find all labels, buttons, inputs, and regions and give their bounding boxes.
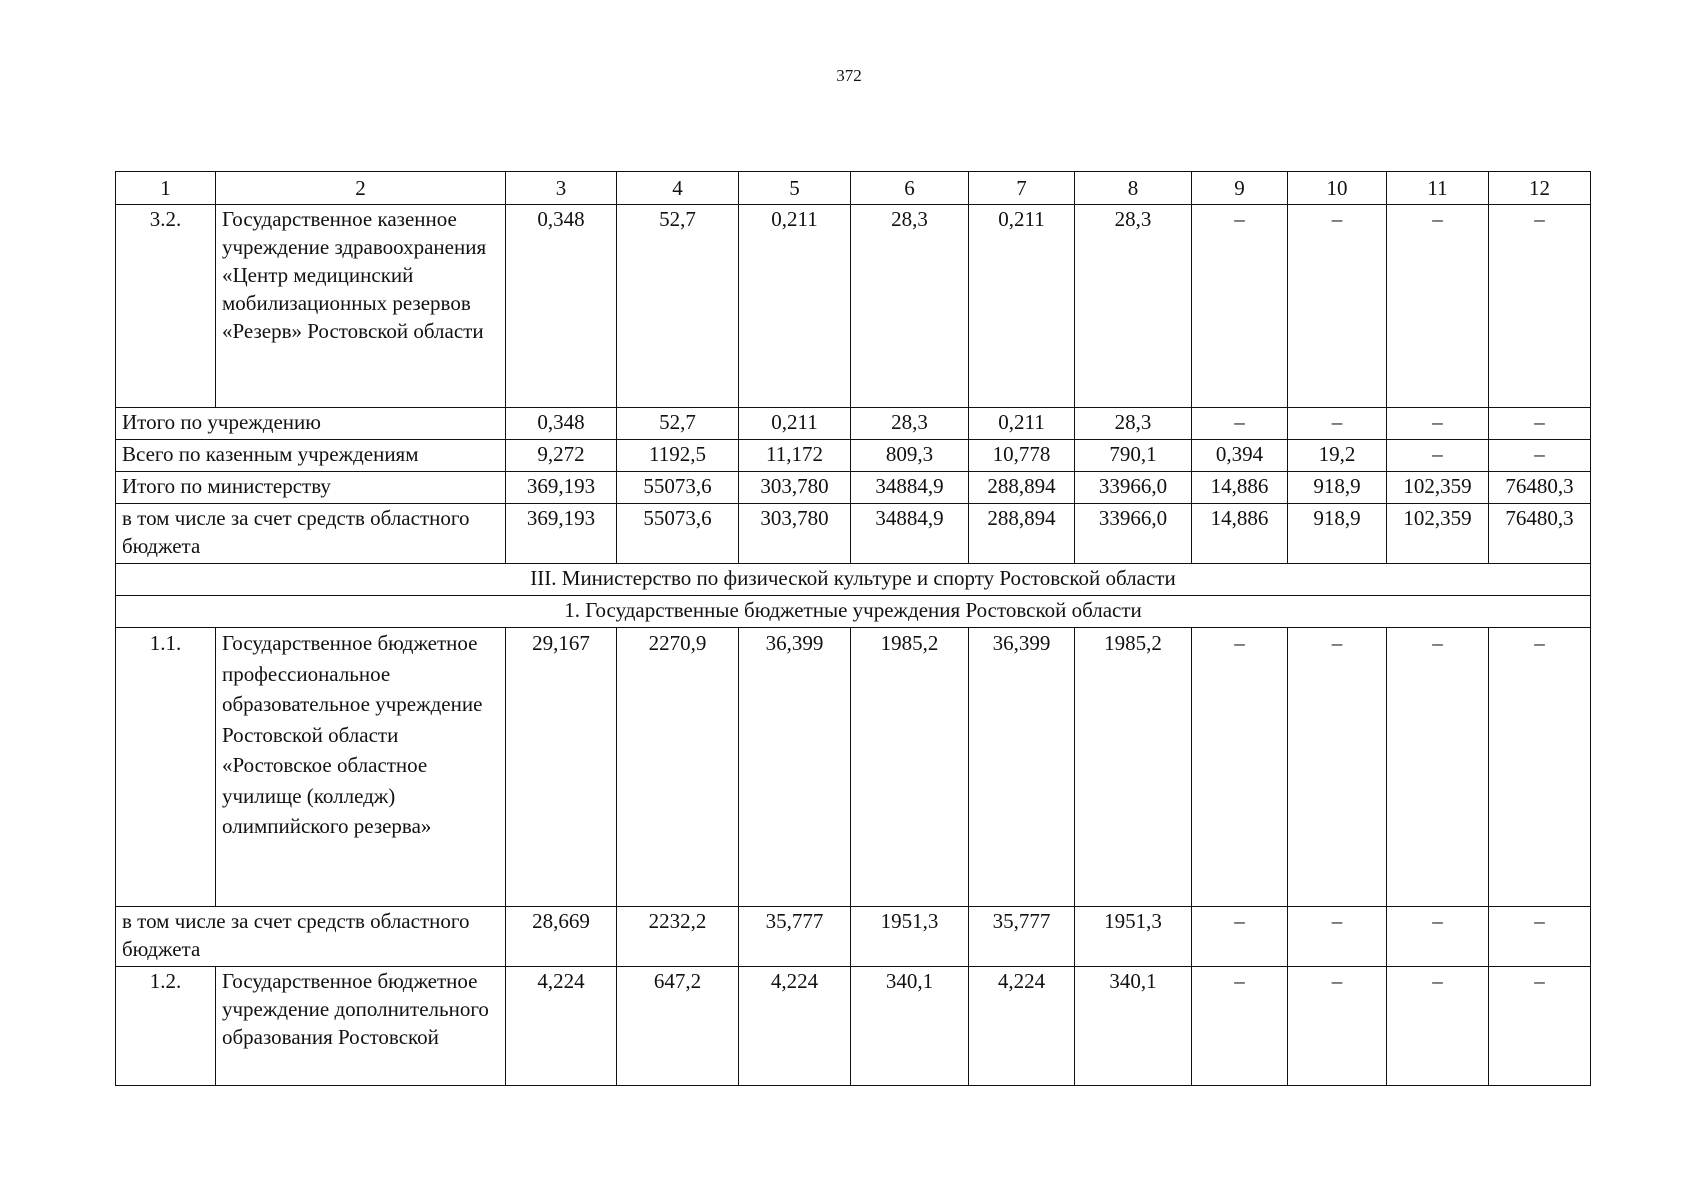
value-cell: – bbox=[1192, 408, 1288, 440]
row-name: Государственное бюджетное профессиональное образовательное учреждение Ростовской области «Ростовское областное училище (колледж) олимпийского резерва» bbox=[216, 628, 506, 907]
value-cell: 0,211 bbox=[969, 408, 1075, 440]
table-row bbox=[116, 440, 1591, 472]
value-cell: 28,3 bbox=[851, 408, 969, 440]
value-cell: 918,9 bbox=[1288, 504, 1387, 564]
value-cell: 1951,3 bbox=[851, 907, 969, 967]
value-cell: 1985,2 bbox=[851, 628, 969, 907]
row-name: Государственное бюджетное учреждение дополнительного образования Ростовской bbox=[216, 967, 506, 1086]
page-number: 372 bbox=[836, 66, 862, 85]
value-cell: 36,399 bbox=[739, 628, 851, 907]
value-cell: 34884,9 bbox=[851, 472, 969, 504]
value-cell: – bbox=[1489, 440, 1591, 472]
column-header: 8 bbox=[1075, 172, 1192, 205]
value-cell: 340,1 bbox=[851, 967, 969, 1086]
value-cell: 1951,3 bbox=[1075, 907, 1192, 967]
value-cell: 52,7 bbox=[617, 408, 739, 440]
row-name: Всего по казенным учреждениям bbox=[116, 440, 506, 472]
value-cell: 647,2 bbox=[617, 967, 739, 1086]
table-row bbox=[116, 907, 1591, 967]
value-cell: 9,272 bbox=[506, 440, 617, 472]
value-cell: – bbox=[1192, 907, 1288, 967]
value-cell: 0,348 bbox=[506, 408, 617, 440]
value-cell: 14,886 bbox=[1192, 472, 1288, 504]
value-cell: 28,3 bbox=[1075, 408, 1192, 440]
value-cell: 55073,6 bbox=[617, 472, 739, 504]
row-number: 3.2. bbox=[116, 205, 216, 408]
value-cell: – bbox=[1288, 628, 1387, 907]
column-header: 10 bbox=[1288, 172, 1387, 205]
column-header: 2 bbox=[216, 172, 506, 205]
value-cell: – bbox=[1489, 907, 1591, 967]
value-cell: 0,348 bbox=[506, 205, 617, 408]
value-cell: 14,886 bbox=[1192, 504, 1288, 564]
value-cell: 918,9 bbox=[1288, 472, 1387, 504]
value-cell: – bbox=[1387, 440, 1489, 472]
value-cell: 369,193 bbox=[506, 472, 617, 504]
value-cell: 303,780 bbox=[739, 472, 851, 504]
value-cell: 369,193 bbox=[506, 504, 617, 564]
value-cell: – bbox=[1489, 967, 1591, 1086]
section-title: 1. Государственные бюджетные учреждения Ростовской области bbox=[116, 596, 1591, 628]
value-cell: – bbox=[1288, 205, 1387, 408]
table-row bbox=[116, 628, 1591, 907]
value-cell: 19,2 bbox=[1288, 440, 1387, 472]
value-cell: 76480,3 bbox=[1489, 472, 1591, 504]
value-cell: – bbox=[1192, 967, 1288, 1086]
value-cell: 1985,2 bbox=[1075, 628, 1192, 907]
value-cell: 790,1 bbox=[1075, 440, 1192, 472]
value-cell: 102,359 bbox=[1387, 504, 1489, 564]
value-cell: 4,224 bbox=[969, 967, 1075, 1086]
value-cell: 809,3 bbox=[851, 440, 969, 472]
value-cell: 28,3 bbox=[851, 205, 969, 408]
value-cell: 0,394 bbox=[1192, 440, 1288, 472]
column-header: 12 bbox=[1489, 172, 1591, 205]
value-cell: – bbox=[1387, 628, 1489, 907]
row-name: Итого по учреждению bbox=[116, 408, 506, 440]
column-header: 5 bbox=[739, 172, 851, 205]
value-cell: – bbox=[1288, 408, 1387, 440]
value-cell: 10,778 bbox=[969, 440, 1075, 472]
value-cell: 52,7 bbox=[617, 205, 739, 408]
value-cell: – bbox=[1387, 205, 1489, 408]
value-cell: – bbox=[1489, 628, 1591, 907]
table-row bbox=[116, 205, 1591, 408]
value-cell: 76480,3 bbox=[1489, 504, 1591, 564]
value-cell: 288,894 bbox=[969, 504, 1075, 564]
section-row bbox=[116, 596, 1591, 628]
value-cell: 55073,6 bbox=[617, 504, 739, 564]
value-cell: 4,224 bbox=[739, 967, 851, 1086]
value-cell: – bbox=[1387, 907, 1489, 967]
value-cell: 2232,2 bbox=[617, 907, 739, 967]
value-cell: – bbox=[1192, 205, 1288, 408]
column-header: 3 bbox=[506, 172, 617, 205]
value-cell: 2270,9 bbox=[617, 628, 739, 907]
column-header: 1 bbox=[116, 172, 216, 205]
value-cell: 36,399 bbox=[969, 628, 1075, 907]
value-cell: 288,894 bbox=[969, 472, 1075, 504]
value-cell: – bbox=[1387, 408, 1489, 440]
column-header: 4 bbox=[617, 172, 739, 205]
value-cell: 102,359 bbox=[1387, 472, 1489, 504]
value-cell: 35,777 bbox=[969, 907, 1075, 967]
value-cell: 0,211 bbox=[739, 408, 851, 440]
value-cell: – bbox=[1489, 205, 1591, 408]
value-cell: – bbox=[1192, 628, 1288, 907]
section-title: III. Министерство по физической культуре и спорту Ростовской области bbox=[116, 564, 1591, 596]
value-cell: – bbox=[1387, 967, 1489, 1086]
column-header: 11 bbox=[1387, 172, 1489, 205]
value-cell: 11,172 bbox=[739, 440, 851, 472]
column-header: 7 bbox=[969, 172, 1075, 205]
row-name: Государственное казенное учреждение здравоохранения «Центр медицинский мобилизационных резервов «Резерв» Ростовской области bbox=[216, 205, 506, 408]
value-cell: – bbox=[1288, 907, 1387, 967]
value-cell: 340,1 bbox=[1075, 967, 1192, 1086]
table-row bbox=[116, 967, 1591, 1086]
value-cell: 303,780 bbox=[739, 504, 851, 564]
row-name: в том числе за счет средств областного бюджета bbox=[116, 504, 506, 564]
value-cell: 33966,0 bbox=[1075, 504, 1192, 564]
value-cell: 0,211 bbox=[739, 205, 851, 408]
row-number: 1.2. bbox=[116, 967, 216, 1086]
value-cell: 29,167 bbox=[506, 628, 617, 907]
value-cell: 28,3 bbox=[1075, 205, 1192, 408]
header-row bbox=[116, 172, 1591, 205]
row-number: 1.1. bbox=[116, 628, 216, 907]
row-name: в том числе за счет средств областного бюджета bbox=[116, 907, 506, 967]
value-cell: 35,777 bbox=[739, 907, 851, 967]
value-cell: 33966,0 bbox=[1075, 472, 1192, 504]
value-cell: 1192,5 bbox=[617, 440, 739, 472]
value-cell: – bbox=[1489, 408, 1591, 440]
value-cell: 34884,9 bbox=[851, 504, 969, 564]
row-name: Итого по министерству bbox=[116, 472, 506, 504]
table-row bbox=[116, 408, 1591, 440]
section-row bbox=[116, 564, 1591, 596]
value-cell: 0,211 bbox=[969, 205, 1075, 408]
column-header: 9 bbox=[1192, 172, 1288, 205]
table-row bbox=[116, 472, 1591, 504]
value-cell: 28,669 bbox=[506, 907, 617, 967]
value-cell: – bbox=[1288, 967, 1387, 1086]
budget-table bbox=[115, 171, 1591, 1086]
table-row bbox=[116, 504, 1591, 564]
column-header: 6 bbox=[851, 172, 969, 205]
value-cell: 4,224 bbox=[506, 967, 617, 1086]
